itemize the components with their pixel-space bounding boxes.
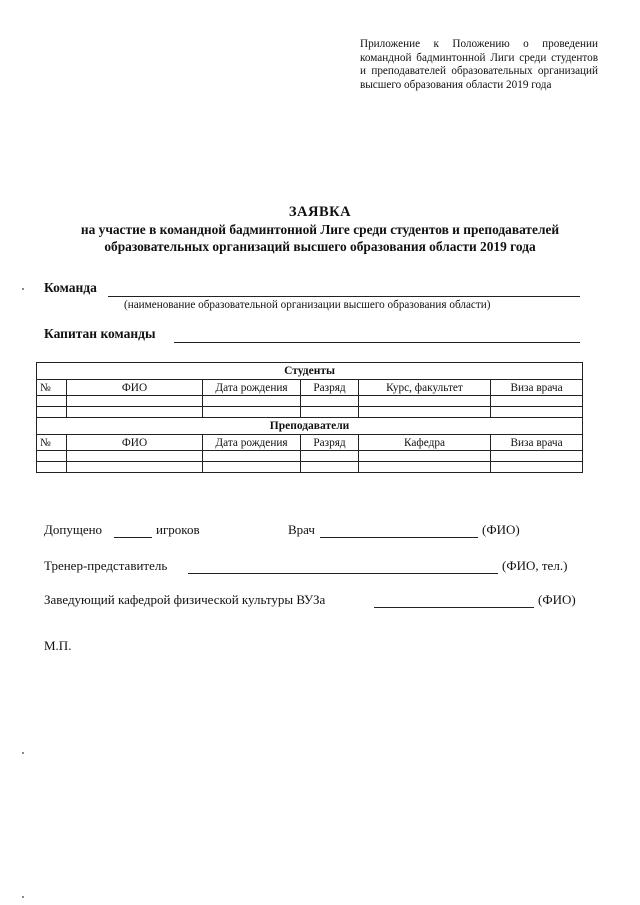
table-cell[interactable] — [67, 451, 203, 462]
document-title: ЗАЯВКА — [288, 204, 352, 220]
column-header: ФИО — [67, 435, 203, 451]
table-row — [37, 451, 583, 462]
table-cell[interactable] — [37, 396, 67, 407]
teachers-section-row — [37, 418, 583, 435]
participants-table — [36, 362, 583, 473]
teachers-section-title: Преподаватели — [37, 418, 583, 435]
students-header-row — [37, 380, 583, 396]
coach-signature-field[interactable] — [188, 573, 498, 574]
doctor-signature-field[interactable] — [320, 537, 478, 538]
team-label: Команда — [44, 280, 97, 295]
table-cell[interactable] — [203, 407, 301, 418]
table-cell[interactable] — [359, 462, 491, 473]
coach-label: Тренер-представитель — [44, 558, 168, 573]
table-cell[interactable] — [301, 407, 359, 418]
table-cell[interactable] — [359, 407, 491, 418]
document-subtitle-line2: образовательных организаций высшего образования области 2019 года — [104, 239, 536, 254]
doctor-suffix: (ФИО) — [482, 522, 520, 537]
table-cell[interactable] — [359, 396, 491, 407]
column-header: Виза врача — [491, 380, 583, 396]
table-cell[interactable] — [491, 407, 583, 418]
appendix-note: Приложение к Положению о проведении командной бадминтонной Лиги среди студентов и преподавателей образовательных организаций высшего образования области 2019 года — [360, 38, 598, 91]
column-header: Кафедра — [359, 435, 491, 451]
students-section-title: Студенты — [37, 363, 583, 380]
column-header: Дата рождения — [203, 380, 301, 396]
team-field[interactable] — [108, 296, 580, 297]
table-cell[interactable] — [203, 451, 301, 462]
table-cell[interactable] — [37, 451, 67, 462]
column-header: Курс, факультет — [359, 380, 491, 396]
table-row — [37, 462, 583, 473]
coach-suffix: (ФИО, тел.) — [502, 558, 568, 573]
admitted-count-field[interactable] — [114, 537, 152, 538]
students-section-row — [37, 363, 583, 380]
table-cell[interactable] — [301, 462, 359, 473]
captain-field[interactable] — [174, 342, 580, 343]
scan-speck — [22, 288, 24, 290]
column-header: Разряд — [301, 435, 359, 451]
scan-speck — [22, 896, 24, 898]
head-signature-field[interactable] — [374, 607, 534, 608]
head-label: Заведующий кафедрой физической культуры ВУЗа — [44, 592, 326, 607]
column-header: ФИО — [67, 380, 203, 396]
table-cell[interactable] — [67, 462, 203, 473]
captain-label: Капитан команды — [44, 326, 156, 341]
column-header: № — [37, 435, 67, 451]
column-header: Разряд — [301, 380, 359, 396]
table-cell[interactable] — [359, 451, 491, 462]
table-cell[interactable] — [301, 451, 359, 462]
head-suffix: (ФИО) — [538, 592, 576, 607]
table-row — [37, 396, 583, 407]
table-cell[interactable] — [203, 462, 301, 473]
scan-speck — [22, 752, 24, 754]
table-cell[interactable] — [67, 407, 203, 418]
table-cell[interactable] — [37, 407, 67, 418]
table-cell[interactable] — [491, 451, 583, 462]
doctor-label: Врач — [288, 522, 315, 537]
column-header: Виза врача — [491, 435, 583, 451]
admitted-label: Допущено — [44, 522, 103, 537]
table-cell[interactable] — [491, 462, 583, 473]
table-cell[interactable] — [301, 396, 359, 407]
teachers-header-row — [37, 435, 583, 451]
table-cell[interactable] — [37, 462, 67, 473]
document-subtitle-line1: на участие в командной бадминтониой Лиге среди студентов и преподавателей — [80, 222, 560, 237]
table-cell[interactable] — [67, 396, 203, 407]
column-header: Дата рождения — [203, 435, 301, 451]
team-hint: (наименование образовательной организации высшего образования области) — [124, 299, 491, 311]
title-block — [20, 203, 620, 255]
table-row — [37, 407, 583, 418]
stamp-place-label: М.П. — [44, 638, 72, 653]
admitted-suffix: игроков — [156, 522, 200, 537]
column-header: № — [37, 380, 67, 396]
table-cell[interactable] — [203, 396, 301, 407]
table-cell[interactable] — [491, 396, 583, 407]
